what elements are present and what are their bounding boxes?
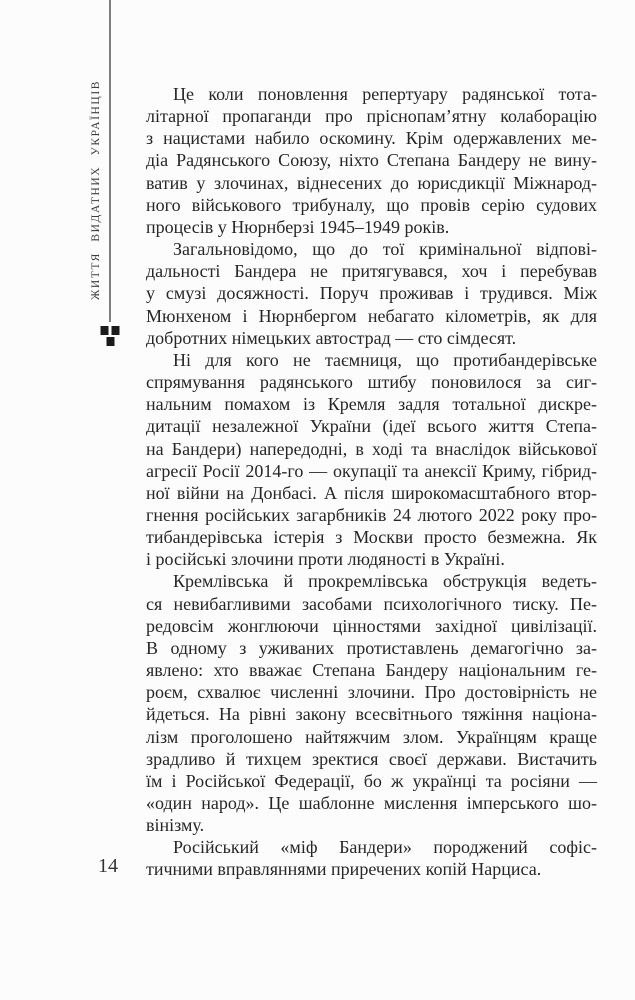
ornament-square (106, 337, 114, 346)
ornament-bottom-row (106, 337, 114, 346)
text-line: ного військового трибуналу, що провів серію судових (146, 194, 597, 215)
body-text (146, 83, 597, 881)
text-line: літарної пропаганди про пріснопам’ятну колаборацію (146, 106, 597, 127)
paragraph (146, 83, 597, 238)
paragraph (146, 349, 597, 571)
text-line: «один народ». Це шаблонне мислення імперського шо- (146, 793, 597, 813)
three-squares-ornament-icon (101, 326, 120, 346)
text-line: у смузі досяжності. Поруч проживав і трудився. Між (146, 283, 597, 304)
text-line: лізм проголошено найтяжчим злом. Українцям краще (146, 726, 597, 747)
ornament-square (112, 326, 120, 335)
text-line: йдеться. На рівні закону всесвітнього тяжіння націона- (146, 704, 597, 725)
text-line: явлено: хто вважає Степана Бандеру національним ге- (146, 660, 597, 681)
text-line: Кремлівська й прокремлівська обструкція ведеть- (173, 571, 597, 592)
text-line: роєм, схвалює численні злочини. Про достовірність не (146, 682, 597, 703)
text-line: діа Радянського Союзу, ніхто Степана Бандеру не вину- (146, 150, 597, 171)
text-line: Це коли поновлення репертуару радянської тота- (173, 84, 597, 104)
sidebar-vertical-rule (109, 0, 111, 322)
paragraph (146, 238, 597, 349)
text-line: вінізму. (146, 815, 205, 836)
text-line: Ні для кого не таємниця, що протибандерівське (173, 349, 597, 370)
text-line: їм і Російської Федерації, бо ж українці та росіяни — (146, 770, 597, 791)
text-line: агресії Росії 2014-го — окупації та анексії Криму, гібрид- (146, 460, 597, 481)
text-line: нальним помахом із Кремля задля тотальної дискре- (146, 394, 597, 415)
text-line: тибандерівська істерія з Москви просто безмежна. Як (146, 527, 597, 548)
text-line: зрадливо й тихцем зректися своєї держави. Вистачить (146, 748, 597, 769)
ornament-top-row (101, 326, 120, 335)
text-line: редовсім жонглюючи цінностями західної цивілізації. (146, 615, 597, 636)
text-line: Загальновідомо, що до тої кримінальної відпові- (173, 239, 597, 260)
text-line: гнення російських загарбників 24 лютого 2022 року про- (146, 504, 597, 525)
text-line: добротних німецьких автострад — сто сімдесят. (146, 327, 517, 348)
page-number: 14 (98, 855, 118, 877)
text-line: ної війни на Донбасі. А після широкомасштабного втор- (146, 482, 597, 503)
text-line: дитації незалежної України (ідеї всього життя Степа- (146, 416, 597, 437)
text-line: на Бандери) напередодні, в ході та внаслідок військової (146, 438, 597, 459)
paragraph (146, 836, 597, 880)
text-line: дальності Бандера не притягувався, хоч і перебував (146, 261, 597, 282)
text-line: ся невибагливими засобами психологічного тиску. Пе- (146, 593, 597, 614)
text-line: спрямування радянського штибу поновилося за сиг- (146, 372, 597, 393)
text-line: ватив у злочинах, віднесених до юрисдикції Міжнарод- (146, 172, 597, 193)
text-line: Російський «міф Бандери» породжений софіс- (173, 837, 597, 858)
paragraph (146, 570, 597, 836)
text-line: Мюнхеном і Нюрнбергом небагато кілометрів, як для (146, 305, 597, 326)
text-line: з нацистами набило оскомину. Крім одержавлених ме- (146, 128, 597, 149)
text-line: В одному з уживаних протиставлень демагогічно за- (146, 637, 597, 658)
text-line: тичними вправляннями приречених копій Нарциса. (146, 859, 542, 880)
series-title-vertical: ЖИТТЯ ВИДАТНИХ УКРАЇНЦІВ (90, 79, 102, 301)
ornament-square (101, 326, 109, 335)
text-line: і російські злочини проти людяності в Україні. (146, 549, 505, 570)
text-line: процесів у Нюрнберзі 1945–1949 років. (146, 216, 450, 237)
